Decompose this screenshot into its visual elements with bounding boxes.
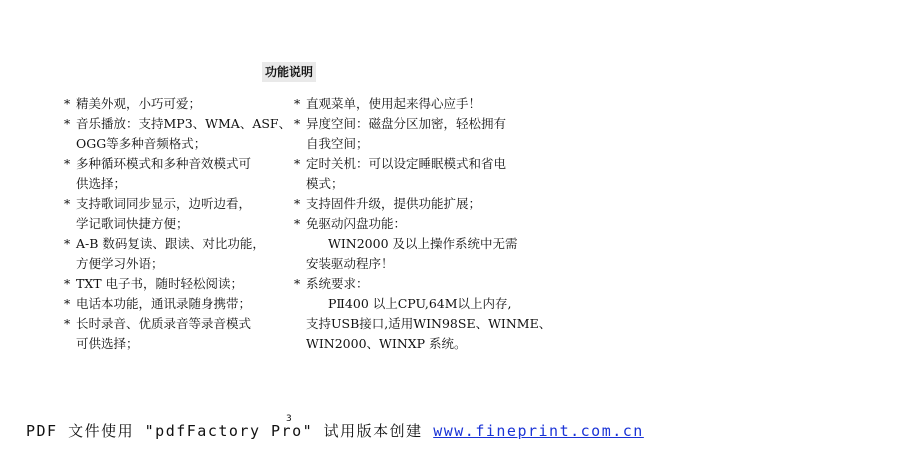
feature-item: [294, 194, 534, 214]
feature-item: [294, 154, 534, 194]
feature-item: [294, 94, 534, 114]
feature-line: OGG等多种音频格式；: [76, 136, 207, 151]
bullet-star: *: [64, 316, 71, 331]
feature-line: 多种循环模式和多种音效模式可: [76, 156, 252, 171]
footer-link[interactable]: www.fineprint.com.cn: [433, 422, 644, 440]
bullet-star: *: [294, 276, 301, 291]
feature-line: 电话本功能，通讯录随身携带；: [76, 296, 252, 311]
feature-line: 供选择；: [76, 176, 127, 191]
footer-text: PDF 文件使用 "pdfFactory Pro" 试用版本创建: [26, 422, 434, 440]
feature-item: [64, 294, 282, 314]
feature-line: TXT 电子书，随时轻松阅读；: [76, 276, 244, 291]
feature-item: [64, 234, 282, 274]
feature-list-left: [64, 94, 292, 354]
feature-line: 异度空间：磁盘分区加密，轻松拥有: [306, 116, 507, 131]
feature-item: [64, 154, 282, 194]
bullet-star: *: [294, 116, 301, 131]
feature-line: WIN2000 及以上操作系统中无需: [328, 236, 518, 251]
feature-line: 免驱动闪盘功能：: [306, 216, 407, 231]
feature-line: 可供选择；: [76, 336, 139, 351]
feature-line: 支持固件升级，提供功能扩展；: [306, 196, 482, 211]
feature-line: 直观菜单，使用起来得心应手！: [306, 96, 482, 111]
bullet-star: *: [64, 236, 71, 251]
feature-item: [64, 274, 282, 294]
feature-line: 安装驱动程序！: [306, 256, 394, 271]
feature-line: 自我空间；: [306, 136, 369, 151]
bullet-star: *: [64, 196, 71, 211]
feature-line: 定时关机：可以设定睡眠模式和省电: [306, 156, 507, 171]
feature-line: 支持USB接口,适用WIN98SE、WINME、: [306, 316, 552, 331]
feature-list-right: [294, 94, 552, 354]
feature-line: 模式；: [306, 176, 344, 191]
feature-line: 支持歌词同步显示，边听边看，: [76, 196, 252, 211]
bullet-star: *: [64, 116, 71, 131]
feature-line: A-B 数码复读、跟读、对比功能，: [76, 236, 265, 251]
bullet-star: *: [294, 96, 301, 111]
feature-line: 音乐播放：支持MP3、WMA、ASF、: [76, 116, 292, 131]
section-title: 功能说明: [262, 62, 316, 82]
page-number: 3: [286, 414, 292, 424]
bullet-star: *: [64, 156, 71, 171]
feature-item: [64, 114, 292, 154]
feature-line: WIN2000、WINXP 系统。: [306, 336, 467, 351]
feature-item: [64, 94, 282, 114]
feature-line: 长时录音、优质录音等录音模式: [76, 316, 252, 331]
bullet-star: *: [64, 296, 71, 311]
feature-item: [64, 314, 282, 354]
feature-item: [64, 194, 282, 234]
feature-line: 精美外观，小巧可爱；: [76, 96, 202, 111]
bullet-star: *: [64, 96, 71, 111]
bullet-star: *: [294, 216, 301, 231]
pdf-footer: [26, 420, 644, 441]
feature-item: [294, 114, 534, 154]
feature-line: 系统要求：: [306, 276, 369, 291]
feature-line: 方便学习外语；: [76, 256, 164, 271]
feature-line: 学记歌词快捷方便；: [76, 216, 189, 231]
bullet-star: *: [294, 156, 301, 171]
bullet-star: *: [294, 196, 301, 211]
feature-line: PⅡ400 以上CPU,64M以上内存,: [328, 296, 512, 311]
feature-item: [294, 214, 534, 274]
bullet-star: *: [64, 276, 71, 291]
feature-item: [294, 274, 552, 354]
